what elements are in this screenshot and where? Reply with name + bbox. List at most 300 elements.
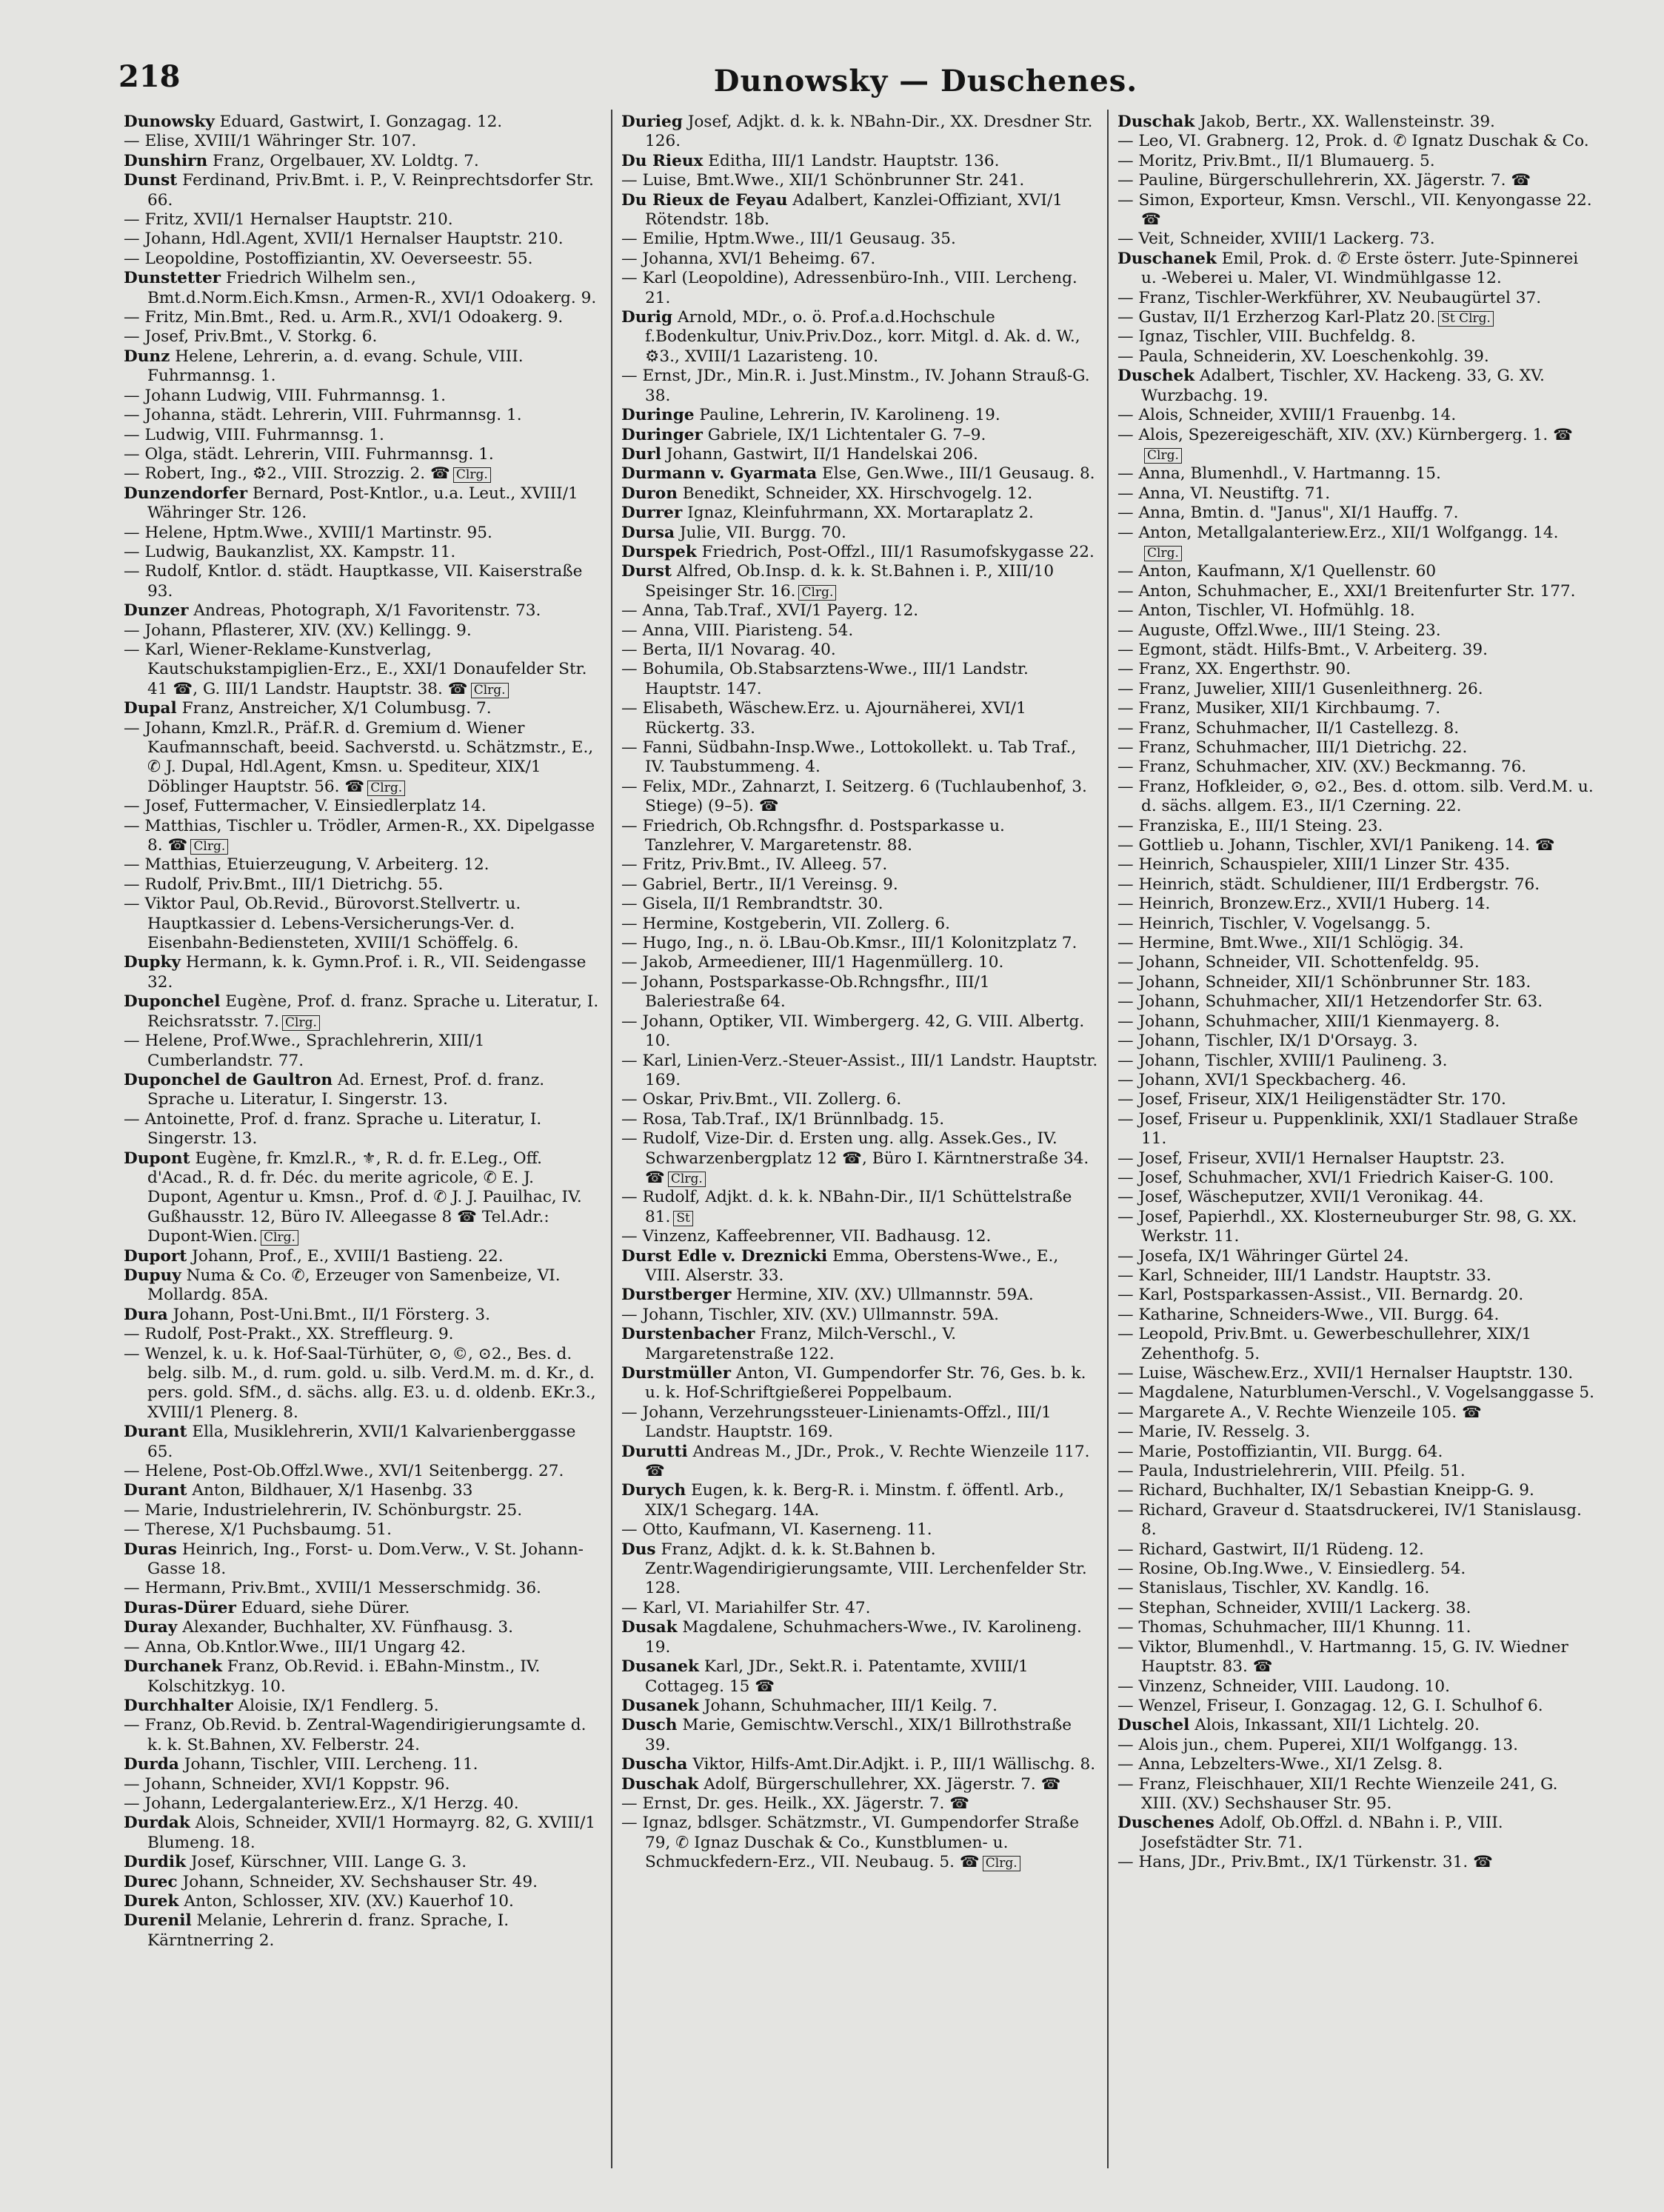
entry-text: Eduard, siehe Dürer. xyxy=(241,1598,410,1617)
entry-text: — Anna, VI. Neustiftg. 71. xyxy=(1117,484,1331,503)
directory-entry xyxy=(124,250,602,269)
entry-text: — Johanna, XVI/1 Beheimg. 67. xyxy=(621,249,876,268)
entry-surname: Durspek xyxy=(621,542,697,561)
directory-entry xyxy=(124,269,602,308)
entry-text: — Karl, Schneider, III/1 Landstr. Hauptstr. 33. xyxy=(1117,1266,1491,1285)
entry-surname: Durdik xyxy=(124,1853,187,1872)
entry-text: — Elisabeth, Wäschew.Erz. u. Ajournäherei, XVI/1 Rückertg. 33. xyxy=(621,699,1026,738)
entry-text: — Robert, Ing., ⚙2., VIII. Strozzig. 2. ☎ xyxy=(124,464,450,484)
entry-text: Arnold, MDr., o. ö. Prof.a.d.Hochschule f.Bodenkultur, Univ.Priv.Doz., korr. Mitgl. d. Ak. d. W., ⚙3., XVIII/1 Lazaristeng. 10. xyxy=(645,308,1080,366)
directory-entry xyxy=(621,1599,1098,1618)
directory-entry xyxy=(1117,1579,1594,1598)
directory-entry xyxy=(1117,1090,1594,1109)
clearing-badge: Clrg. xyxy=(1144,546,1182,561)
directory-entry xyxy=(124,1149,602,1247)
directory-entry xyxy=(124,719,602,798)
entry-text: — Johann, Schuhmacher, XIII/1 Kienmayerg. 8. xyxy=(1117,1012,1500,1031)
entry-text: — Hans, JDr., Priv.Bmt., IX/1 Türkenstr. 31. ☎ xyxy=(1117,1853,1493,1872)
directory-entry xyxy=(621,464,1098,484)
directory-entry xyxy=(1117,1071,1594,1090)
entry-text: — Franz, XX. Engerthstr. 90. xyxy=(1117,660,1351,679)
entry-text: — Otto, Kaufmann, VI. Kaserneng. 11. xyxy=(621,1520,932,1540)
directory-entry xyxy=(621,230,1098,249)
entry-text: — Josef, Friseur u. Puppenklinik, XXI/1 Stadlauer Straße 11. xyxy=(1117,1109,1578,1149)
entry-text: Franz, Ob.Revid. i. EBahn-Minstm., IV. Kolschitzkyg. 10. xyxy=(147,1657,541,1696)
entry-surname: Duschanek xyxy=(1117,249,1217,268)
entry-text: — Leopoldine, Postoffiziantin, XV. Oeverseestr. 55. xyxy=(124,249,533,268)
entry-text: — Fanni, Südbahn-Insp.Wwe., Lottokollekt. u. Tab Traf., IV. Taubstummeng. 4. xyxy=(621,738,1077,777)
entry-text: — Rosa, Tab.Traf., IX/1 Brünnlbadg. 15. xyxy=(621,1109,945,1129)
directory-entry xyxy=(124,347,602,387)
directory-entry xyxy=(124,1775,602,1794)
directory-entry xyxy=(1117,1814,1594,1853)
entry-text: — Luise, Wäschew.Erz., XVII/1 Hernalser Hauptstr. 130. xyxy=(1117,1364,1574,1383)
directory-entry xyxy=(1117,699,1594,718)
directory-entry xyxy=(621,1110,1098,1129)
entry-text: — Anton, Schuhmacher, E., XXI/1 Breitenfurter Str. 177. xyxy=(1117,581,1576,601)
directory-entry xyxy=(1117,1188,1594,1207)
directory-entry xyxy=(1117,132,1594,151)
directory-entry xyxy=(124,1071,602,1110)
directory-entry xyxy=(621,915,1098,934)
directory-entry xyxy=(1117,1306,1594,1325)
entry-text: Alfred, Ob.Insp. d. k. k. St.Bahnen i. P., XIII/10 Speisinger Str. 16. xyxy=(645,562,1055,601)
entry-text: Eugen, k. k. Berg-R. i. Minstm. f. öffentl. Arb., XIX/1 Schegarg. 14A. xyxy=(645,1481,1064,1520)
entry-surname: Durmann v. Gyarmata xyxy=(621,464,818,484)
entry-text: — Josef, Futtermacher, V. Einsiedlerplatz 14. xyxy=(124,797,487,816)
directory-entry xyxy=(621,1794,1098,1814)
clearing-badge: Clrg. xyxy=(453,467,491,483)
entry-surname: Durych xyxy=(621,1481,686,1500)
directory-entry xyxy=(124,524,602,543)
directory-entry xyxy=(124,1266,602,1306)
entry-text: — Auguste, Offzl.Wwe., III/1 Steing. 23. xyxy=(1117,621,1441,640)
entry-surname: Durst xyxy=(621,562,672,581)
directory-entry xyxy=(124,1481,602,1500)
directory-entry xyxy=(1117,191,1594,230)
entry-text: — Ignaz, bdlsger. Schätzmstr., VI. Gumpendorfer Straße 79, ✆ Ignaz Duschak & Co., Kunstblumen- u. Schmuckfedern-Erz., VII. Neubaug. 5. ☎ xyxy=(621,1814,1080,1872)
clearing-badge: Clrg. xyxy=(983,1856,1020,1871)
entry-text: — Rudolf, Priv.Bmt., III/1 Dietrichg. 55. xyxy=(124,875,444,894)
directory-entry xyxy=(1117,1032,1594,1051)
entry-text: — Bohumila, Ob.Stabsarztens-Wwe., III/1 Landstr. Hauptstr. 147. xyxy=(621,660,1029,698)
entry-surname: Durrer xyxy=(621,504,683,523)
directory-entry xyxy=(621,543,1098,562)
directory-entry xyxy=(124,1697,602,1716)
directory-entry xyxy=(621,562,1098,601)
entry-text: — Anton, Metallgalanteriew.Erz., XII/1 Wolfgangg. 14. xyxy=(1117,523,1559,542)
entry-text: — Fritz, XVII/1 Hernalser Hauptstr. 210. xyxy=(124,210,453,230)
clearing-badge: Clrg. xyxy=(1144,448,1182,464)
directory-entry xyxy=(621,426,1098,445)
entry-text: — Rudolf, Adjkt. d. k. k. NBahn-Dir., II/1 Schüttelstraße 81. xyxy=(621,1188,1072,1226)
entry-text: Alexander, Buchhalter, XV. Fünfhausg. 3. xyxy=(182,1618,513,1637)
entry-text: Friedrich Wilhelm sen., Bmt.d.Norm.Eich.Kmsn., Armen-R., XVI/1 Odoakerg. 9. xyxy=(147,269,597,307)
entry-text: Anton, VI. Gumpendorfer Str. 76, Ges. b. k. u. k. Hof-Schriftgießerei Poppelbaum. xyxy=(645,1364,1086,1403)
entry-text: Ella, Musiklehrerin, XVII/1 Kalvarienberggasse 65. xyxy=(147,1423,576,1461)
entry-surname: Dunst xyxy=(124,171,178,190)
entry-surname: Dusak xyxy=(621,1618,678,1637)
entry-surname: Duras xyxy=(124,1540,177,1559)
entry-text: — Anna, Tab.Traf., XVI/1 Payerg. 12. xyxy=(621,601,919,621)
directory-entry xyxy=(124,445,602,464)
directory-entry xyxy=(1117,1169,1594,1188)
entry-text: — Anna, Bmtin. d. "Janus", XI/1 Hauffg. 7. xyxy=(1117,504,1459,523)
directory-entry xyxy=(621,367,1098,406)
directory-entry xyxy=(1117,621,1594,641)
entry-text: — Ludwig, VIII. Fuhrmannsg. 1. xyxy=(124,425,384,444)
entry-text: — Richard, Buchhalter, IX/1 Sebastian Kneipp-G. 9. xyxy=(1117,1481,1534,1500)
column-2 xyxy=(611,110,1107,2168)
directory-entry xyxy=(621,1227,1098,1246)
directory-entry xyxy=(1117,1403,1594,1423)
entry-text: Else, Gen.Wwe., III/1 Geusaug. 8. xyxy=(822,464,1095,484)
entry-text: — Helene, Hptm.Wwe., XVIII/1 Martinstr. 95. xyxy=(124,523,492,542)
directory-entry xyxy=(124,1638,602,1657)
entry-text: — Alois jun., chem. Puperei, XII/1 Wolfgangg. 13. xyxy=(1117,1735,1518,1754)
entry-text: — Richard, Gastwirt, II/1 Rüdeng. 12. xyxy=(1117,1540,1424,1559)
directory-entry xyxy=(1117,817,1594,836)
directory-entry xyxy=(1117,1149,1594,1169)
entry-text: — Jakob, Armeediener, III/1 Hagenmüllerg. 10. xyxy=(621,953,1004,972)
directory-entry xyxy=(621,1618,1098,1657)
entry-text: — Johanna, städt. Lehrerin, VIII. Fuhrmannsg. 1. xyxy=(124,406,522,425)
entry-text: Karl, JDr., Sekt.R. i. Patentamte, XVIII/1 Cottageg. 15 ☎ xyxy=(645,1657,1029,1696)
directory-entry xyxy=(1117,680,1594,699)
directory-entry xyxy=(621,895,1098,914)
entry-text: — Thomas, Schuhmacher, III/1 Khunng. 11. xyxy=(1117,1618,1471,1637)
entry-text: — Franz, Tischler-Werkführer, XV. Neubaugürtel 37. xyxy=(1117,288,1542,307)
directory-entry xyxy=(621,1286,1098,1305)
entry-text: — Ernst, Dr. ges. Heilk., XX. Jägerstr. 7. ☎ xyxy=(621,1794,970,1813)
entry-surname: Duscha xyxy=(621,1755,688,1774)
entry-text: — Franz, Schuhmacher, II/1 Castellezg. 8. xyxy=(1117,718,1460,738)
directory-entry xyxy=(1117,875,1594,895)
entry-text: — Josef, Wäscheputzer, XVII/1 Veronikag. 44. xyxy=(1117,1188,1484,1207)
entry-text: — Fritz, Priv.Bmt., IV. Alleeg. 57. xyxy=(621,855,888,875)
entry-text: — Rudolf, Kntlor. d. städt. Hauptkasse, VII. Kaiserstraße 93. xyxy=(124,562,583,601)
entry-text: — Franz, Juwelier, XIII/1 Gusenleithnerg. 26. xyxy=(1117,679,1483,698)
entry-text: Friedrich, Post-Offzl., III/1 Rasumofskygasse 22. xyxy=(701,542,1095,561)
entry-surname: Durig xyxy=(621,308,673,327)
directory-entry xyxy=(124,953,602,992)
entry-text: — Franz, Ob.Revid. b. Zentral-Wagendirigierungsamte d. k. k. St.Bahnen, XV. Felberstr. 24. xyxy=(124,1716,587,1754)
directory-entry xyxy=(1117,758,1594,777)
directory-entry xyxy=(1117,464,1594,484)
directory-entry xyxy=(1117,1462,1594,1481)
entry-text: Emil, Prok. d. ✆ Erste österr. Jute-Spinnerei u. -Weberei u. Maler, VI. Windmühlgasse 12. xyxy=(1141,249,1579,288)
entry-surname: Durstmüller xyxy=(621,1364,732,1383)
entry-text: Adalbert, Tischler, XV. Hackeng. 33, G. XV. Wurzbachg. 19. xyxy=(1141,367,1545,405)
entry-surname: Durdak xyxy=(124,1814,190,1833)
directory-entry xyxy=(1117,1755,1594,1774)
entry-text: Ignaz, Kleinfuhrmann, XX. Mortaraplatz 2. xyxy=(687,504,1034,523)
directory-entry xyxy=(124,1853,602,1872)
directory-entry xyxy=(1117,1423,1594,1442)
entry-surname: Durchhalter xyxy=(124,1696,233,1715)
entry-surname: Durl xyxy=(621,444,662,464)
entry-text: — Karl, Linien-Verz.-Steuer-Assist., III/1 Landstr. Hauptstr. 169. xyxy=(621,1051,1098,1089)
directory-entry xyxy=(621,1657,1098,1697)
entry-text: — Vinzenz, Schneider, VIII. Laudong. 10. xyxy=(1117,1677,1450,1696)
directory-entry xyxy=(124,152,602,171)
directory-entry xyxy=(1117,504,1594,523)
directory-entry xyxy=(1117,562,1594,581)
directory-entry xyxy=(1117,1540,1594,1560)
directory-entry xyxy=(124,1618,602,1637)
directory-entry xyxy=(124,1716,602,1755)
directory-entry xyxy=(124,1794,602,1814)
entry-text: — Olga, städt. Lehrerin, VIII. Fuhrmannsg. 1. xyxy=(124,444,494,464)
directory-entry xyxy=(1117,484,1594,504)
directory-entry xyxy=(1117,1599,1594,1618)
clearing-badge: St xyxy=(673,1211,692,1226)
directory-entry xyxy=(124,230,602,249)
entry-surname: Durenil xyxy=(124,1911,192,1931)
directory-entry xyxy=(124,797,602,816)
entry-text: — Anna, Ob.Kntlor.Wwe., III/1 Ungarg 42. xyxy=(124,1637,466,1657)
running-head: Dunowsky — Duschenes. xyxy=(713,64,1138,98)
entry-text: Gabriele, IX/1 Lichtentaler G. 7–9. xyxy=(707,425,986,444)
entry-text: Adalbert, Kanzlei-Offiziant, XVI/1 Rötendstr. 18b. xyxy=(645,190,1063,230)
directory-entry xyxy=(1117,719,1594,738)
entry-text: — Gabriel, Bertr., II/1 Vereinsg. 9. xyxy=(621,875,898,894)
entry-surname: Duray xyxy=(124,1618,178,1637)
entry-surname: Dunzendorfer xyxy=(124,484,248,503)
entry-text: — Josefa, IX/1 Währinger Gürtel 24. xyxy=(1117,1246,1409,1266)
entry-text: — Hermine, Bmt.Wwe., XII/1 Schlögig. 34. xyxy=(1117,934,1464,953)
entry-text: — Marie, Postoffiziantin, VII. Burgg. 64. xyxy=(1117,1442,1443,1461)
entry-surname: Duport xyxy=(124,1246,187,1266)
directory-entry xyxy=(124,992,602,1032)
entry-surname: Duschak xyxy=(621,1774,699,1794)
directory-entry xyxy=(1117,601,1594,621)
directory-entry xyxy=(124,1110,602,1149)
directory-entry xyxy=(1117,524,1594,563)
directory-entry xyxy=(1117,1247,1594,1266)
directory-entry xyxy=(621,308,1098,367)
directory-entry xyxy=(124,1814,602,1853)
entry-text: — Josef, Papierhdl., XX. Klosterneuburger Str. 98, G. XX. Werkstr. 11. xyxy=(1117,1207,1577,1246)
entry-surname: Dunowsky xyxy=(124,113,215,131)
entry-surname: Dusch xyxy=(621,1716,678,1735)
directory-entry xyxy=(1117,1443,1594,1462)
directory-entry xyxy=(124,699,602,718)
entry-text: — Vinzenz, Kaffeebrenner, VII. Badhausg. 12. xyxy=(621,1227,992,1246)
entry-text: Johann, Post-Uni.Bmt., II/1 Försterg. 3. xyxy=(173,1305,490,1324)
directory-entry xyxy=(1117,1716,1594,1735)
directory-entry xyxy=(124,895,602,953)
directory-entry xyxy=(124,308,602,327)
entry-text: — Antoinette, Prof. d. franz. Sprache u. Literatur, I. Singerstr. 13. xyxy=(124,1109,542,1149)
entry-surname: Duron xyxy=(621,484,678,503)
entry-text: Editha, III/1 Landstr. Hauptstr. 136. xyxy=(708,151,1000,170)
entry-text: — Helene, Post-Ob.Offzl.Wwe., XVI/1 Seitenbergg. 27. xyxy=(124,1462,564,1481)
entry-surname: Dupuy xyxy=(124,1266,181,1285)
directory-entry xyxy=(1117,1286,1594,1305)
directory-entry xyxy=(1117,778,1594,817)
entry-text: — Josef, Schuhmacher, XVI/1 Friedrich Kaiser-G. 100. xyxy=(1117,1168,1554,1187)
entry-text: Pauline, Lehrerin, IV. Karolineng. 19. xyxy=(699,406,1000,425)
directory-entry xyxy=(1117,1364,1594,1383)
entry-text: — Johann, Postsparkasse-Ob.Rchngsfhr., III/1 Baleriestraße 64. xyxy=(621,972,990,1012)
entry-surname: Durst Edle v. Dreznicki xyxy=(621,1246,828,1266)
entry-text: — Hermann, Priv.Bmt., XVIII/1 Messerschmidg. 36. xyxy=(124,1579,541,1598)
directory-entry xyxy=(1117,1325,1594,1364)
entry-text: Eugène, Prof. d. franz. Sprache u. Literatur, I. Reichsratsstr. 7. xyxy=(147,992,599,1031)
directory-entry xyxy=(1117,347,1594,367)
entry-surname: Duringe xyxy=(621,406,695,425)
entry-surname: Du Rieux de Feyau xyxy=(621,190,788,210)
directory-entry xyxy=(1117,992,1594,1012)
entry-text: — Heinrich, städt. Schuldiener, III/1 Erdbergstr. 76. xyxy=(1117,875,1540,894)
directory-entry xyxy=(124,1657,602,1697)
entry-surname: Durek xyxy=(124,1891,179,1911)
directory-entry xyxy=(124,1579,602,1598)
directory-entry xyxy=(1117,582,1594,601)
entry-text: — Elise, XVIII/1 Währinger Str. 107. xyxy=(124,132,417,151)
directory-entry xyxy=(621,1052,1098,1091)
directory-entry xyxy=(1117,1052,1594,1071)
directory-entry xyxy=(124,817,602,856)
directory-entry xyxy=(621,406,1098,425)
page-number: 218 xyxy=(118,59,181,94)
directory-entry xyxy=(621,1755,1098,1774)
entry-text: — Anton, Tischler, VI. Hofmühlg. 18. xyxy=(1117,601,1415,621)
entry-text: — Ignaz, Tischler, VIII. Buchfeldg. 8. xyxy=(1117,327,1416,347)
entry-surname: Dursa xyxy=(621,523,675,542)
directory-entry xyxy=(124,855,602,875)
directory-entry xyxy=(124,1247,602,1266)
directory-entry xyxy=(621,621,1098,641)
directory-entry xyxy=(1117,230,1594,249)
entry-text: Magdalene, Schuhmachers-Wwe., IV. Karolineng. 19. xyxy=(645,1618,1082,1657)
entry-text: — Johann, Verzehrungssteuer-Linienamts-Offzl., III/1 Landstr. Hauptstr. 169. xyxy=(621,1403,1052,1442)
directory-entry xyxy=(1117,113,1594,132)
entry-text: Marie, Gemischtw.Verschl., XIX/1 Billrothstraße 39. xyxy=(645,1716,1072,1754)
entry-surname: Du Rieux xyxy=(621,151,704,170)
directory-entry xyxy=(124,641,602,699)
column-3 xyxy=(1107,110,1603,2168)
entry-text: — Johann, XVI/1 Speckbacherg. 46. xyxy=(1117,1070,1407,1089)
directory-entry xyxy=(621,1716,1098,1755)
directory-entry xyxy=(621,191,1098,230)
entry-surname: Dura xyxy=(124,1305,168,1324)
directory-entry xyxy=(1117,289,1594,308)
entry-text: — Johann, Tischler, IX/1 D'Orsayg. 3. xyxy=(1117,1032,1418,1051)
directory-entry xyxy=(1117,1383,1594,1403)
directory-entry xyxy=(124,387,602,406)
directory-entry xyxy=(1117,308,1594,327)
entry-text: — Paula, Industrielehrerin, VIII. Pfeilg. 51. xyxy=(1117,1462,1466,1481)
directory-entry xyxy=(621,1188,1098,1227)
entry-text: — Gottlieb u. Johann, Tischler, XVI/1 Panikeng. 14. ☎ xyxy=(1117,836,1555,855)
entry-text: — Marie, Industrielehrerin, IV. Schönburgstr. 25. xyxy=(124,1500,523,1520)
directory-entry xyxy=(621,152,1098,171)
directory-entry xyxy=(124,543,602,562)
entry-text: — Gisela, II/1 Rembrandtstr. 30. xyxy=(621,895,883,914)
entry-surname: Durant xyxy=(124,1481,187,1500)
entry-text: Franz, Milch-Verschl., V. Margaretenstraße 122. xyxy=(645,1325,957,1363)
entry-text: Bernard, Post-Kntlor., u.a. Leut., XVIII/1 Währinger Str. 126. xyxy=(147,484,578,523)
directory-entry xyxy=(124,562,602,601)
entry-text: — Wenzel, Friseur, I. Gonzagag. 12, G. I. Schulhof 6. xyxy=(1117,1696,1543,1715)
entry-surname: Durant xyxy=(124,1423,187,1442)
directory-entry xyxy=(124,113,602,132)
clearing-badge: Clrg. xyxy=(798,585,836,601)
entry-surname: Durstberger xyxy=(621,1286,732,1305)
directory-entry xyxy=(1117,1775,1594,1814)
entry-text: Eduard, Gastwirt, I. Gonzagag. 12. xyxy=(219,113,503,131)
entry-text: — Heinrich, Bronzew.Erz., XVII/1 Huberg. 14. xyxy=(1117,895,1491,914)
directory-entry xyxy=(124,621,602,641)
entry-text: — Anton, Kaufmann, X/1 Quellenstr. 60 xyxy=(1117,562,1437,581)
entry-surname: Duschel xyxy=(1117,1716,1190,1735)
entry-text: — Ludwig, Baukanzlist, XX. Kampstr. 11. xyxy=(124,542,456,561)
entry-text: — Johann, Tischler, XVIII/1 Paulineng. 3. xyxy=(1117,1051,1448,1070)
entry-surname: Duringer xyxy=(621,425,703,444)
entry-text: — Moritz, Priv.Bmt., II/1 Blumauerg. 5. xyxy=(1117,151,1435,170)
entry-text: Josef, Kürschner, VIII. Lange G. 3. xyxy=(190,1853,467,1872)
entry-surname: Duschek xyxy=(1117,367,1195,386)
entry-text: Heinrich, Ing., Forst- u. Dom.Verw., V. St. Johann-Gasse 18. xyxy=(147,1540,584,1579)
entry-text: Ad. Ernest, Prof. d. franz. Sprache u. Literatur, I. Singerstr. 13. xyxy=(147,1070,545,1109)
directory-entry xyxy=(621,778,1098,817)
directory-entry xyxy=(621,1403,1098,1443)
entry-text: — Wenzel, k. u. k. Hof-Saal-Türhüter, ⊙, ©, ⊙2., Bes. d. belg. silb. M., d. rum. gold. u. silb. Verd.M. m. d. Kr., d. pers. gold. SfM., d. sächs. allg. E3. u. d. oldenb. EKr.3., XVIII/1 Plenerg. 8. xyxy=(124,1344,596,1422)
directory-entry xyxy=(621,1775,1098,1794)
columns xyxy=(115,110,1603,2168)
entry-text: — Fritz, Min.Bmt., Red. u. Arm.R., XVI/1 Odoakerg. 9. xyxy=(124,308,564,327)
entry-text: — Rosine, Ob.Ing.Wwe., V. Einsiedlerg. 54. xyxy=(1117,1560,1466,1579)
entry-surname: Durutti xyxy=(621,1442,688,1461)
entry-text: Franz, Adjkt. d. k. k. St.Bahnen b. Zentr.Wagendirigierungsamte, VIII. Lerchenfelder Str. 128. xyxy=(645,1540,1087,1598)
directory-entry xyxy=(621,1520,1098,1540)
directory-entry xyxy=(621,1814,1098,1872)
entry-text: Anton, Bildhauer, X/1 Hasenbg. 33 xyxy=(192,1481,473,1500)
clearing-badge: Clrg. xyxy=(261,1230,298,1246)
entry-surname: Dunshirn xyxy=(124,151,208,170)
entry-text: Aloisie, IX/1 Fendlerg. 5. xyxy=(238,1696,439,1715)
entry-surname: Duschenes xyxy=(1117,1814,1214,1833)
directory-entry xyxy=(621,641,1098,660)
entry-text: — Josef, Priv.Bmt., V. Storkg. 6. xyxy=(124,327,378,347)
directory-entry xyxy=(621,524,1098,543)
directory-entry xyxy=(1117,855,1594,875)
entry-surname: Durstenbacher xyxy=(621,1325,755,1344)
directory-entry xyxy=(1117,152,1594,171)
entry-text: Hermann, k. k. Gymn.Prof. i. R., VII. Seidengasse 32. xyxy=(147,953,587,992)
entry-text: — Emilie, Hptm.Wwe., III/1 Geusaug. 35. xyxy=(621,230,956,249)
entry-text: — Franz, Musiker, XII/1 Kirchbaumg. 7. xyxy=(1117,699,1441,718)
entry-text: Alois, Schneider, XVII/1 Hormayrg. 82, G. XVIII/1 Blumeng. 18. xyxy=(147,1814,596,1852)
directory-entry xyxy=(124,426,602,445)
entry-text: — Richard, Graveur d. Staatsdruckerei, IV/1 Stanislausg. 8. xyxy=(1117,1500,1582,1540)
entry-text: — Hermine, Kostgeberin, VII. Zollerg. 6. xyxy=(621,914,951,933)
directory-entry xyxy=(1117,327,1594,347)
entry-text: — Veit, Schneider, XVIII/1 Lackerg. 73. xyxy=(1117,230,1435,249)
directory-entry xyxy=(124,1032,602,1071)
entry-text: — Anna, Lebzelters-Wwe., XI/1 Zelsg. 8. xyxy=(1117,1755,1443,1774)
entry-surname: Durda xyxy=(124,1755,179,1774)
entry-text: Viktor, Hilfs-Amt.Dir.Adjkt. i. P., III/1 Wällischg. 8. xyxy=(692,1755,1096,1774)
entry-surname: Dunstetter xyxy=(124,269,221,288)
directory-entry xyxy=(621,484,1098,504)
entry-text: Johann, Tischler, VIII. Lercheng. 11. xyxy=(184,1755,478,1774)
directory-entry xyxy=(124,1911,602,1951)
directory-entry xyxy=(1117,641,1594,660)
directory-entry xyxy=(124,1755,602,1774)
